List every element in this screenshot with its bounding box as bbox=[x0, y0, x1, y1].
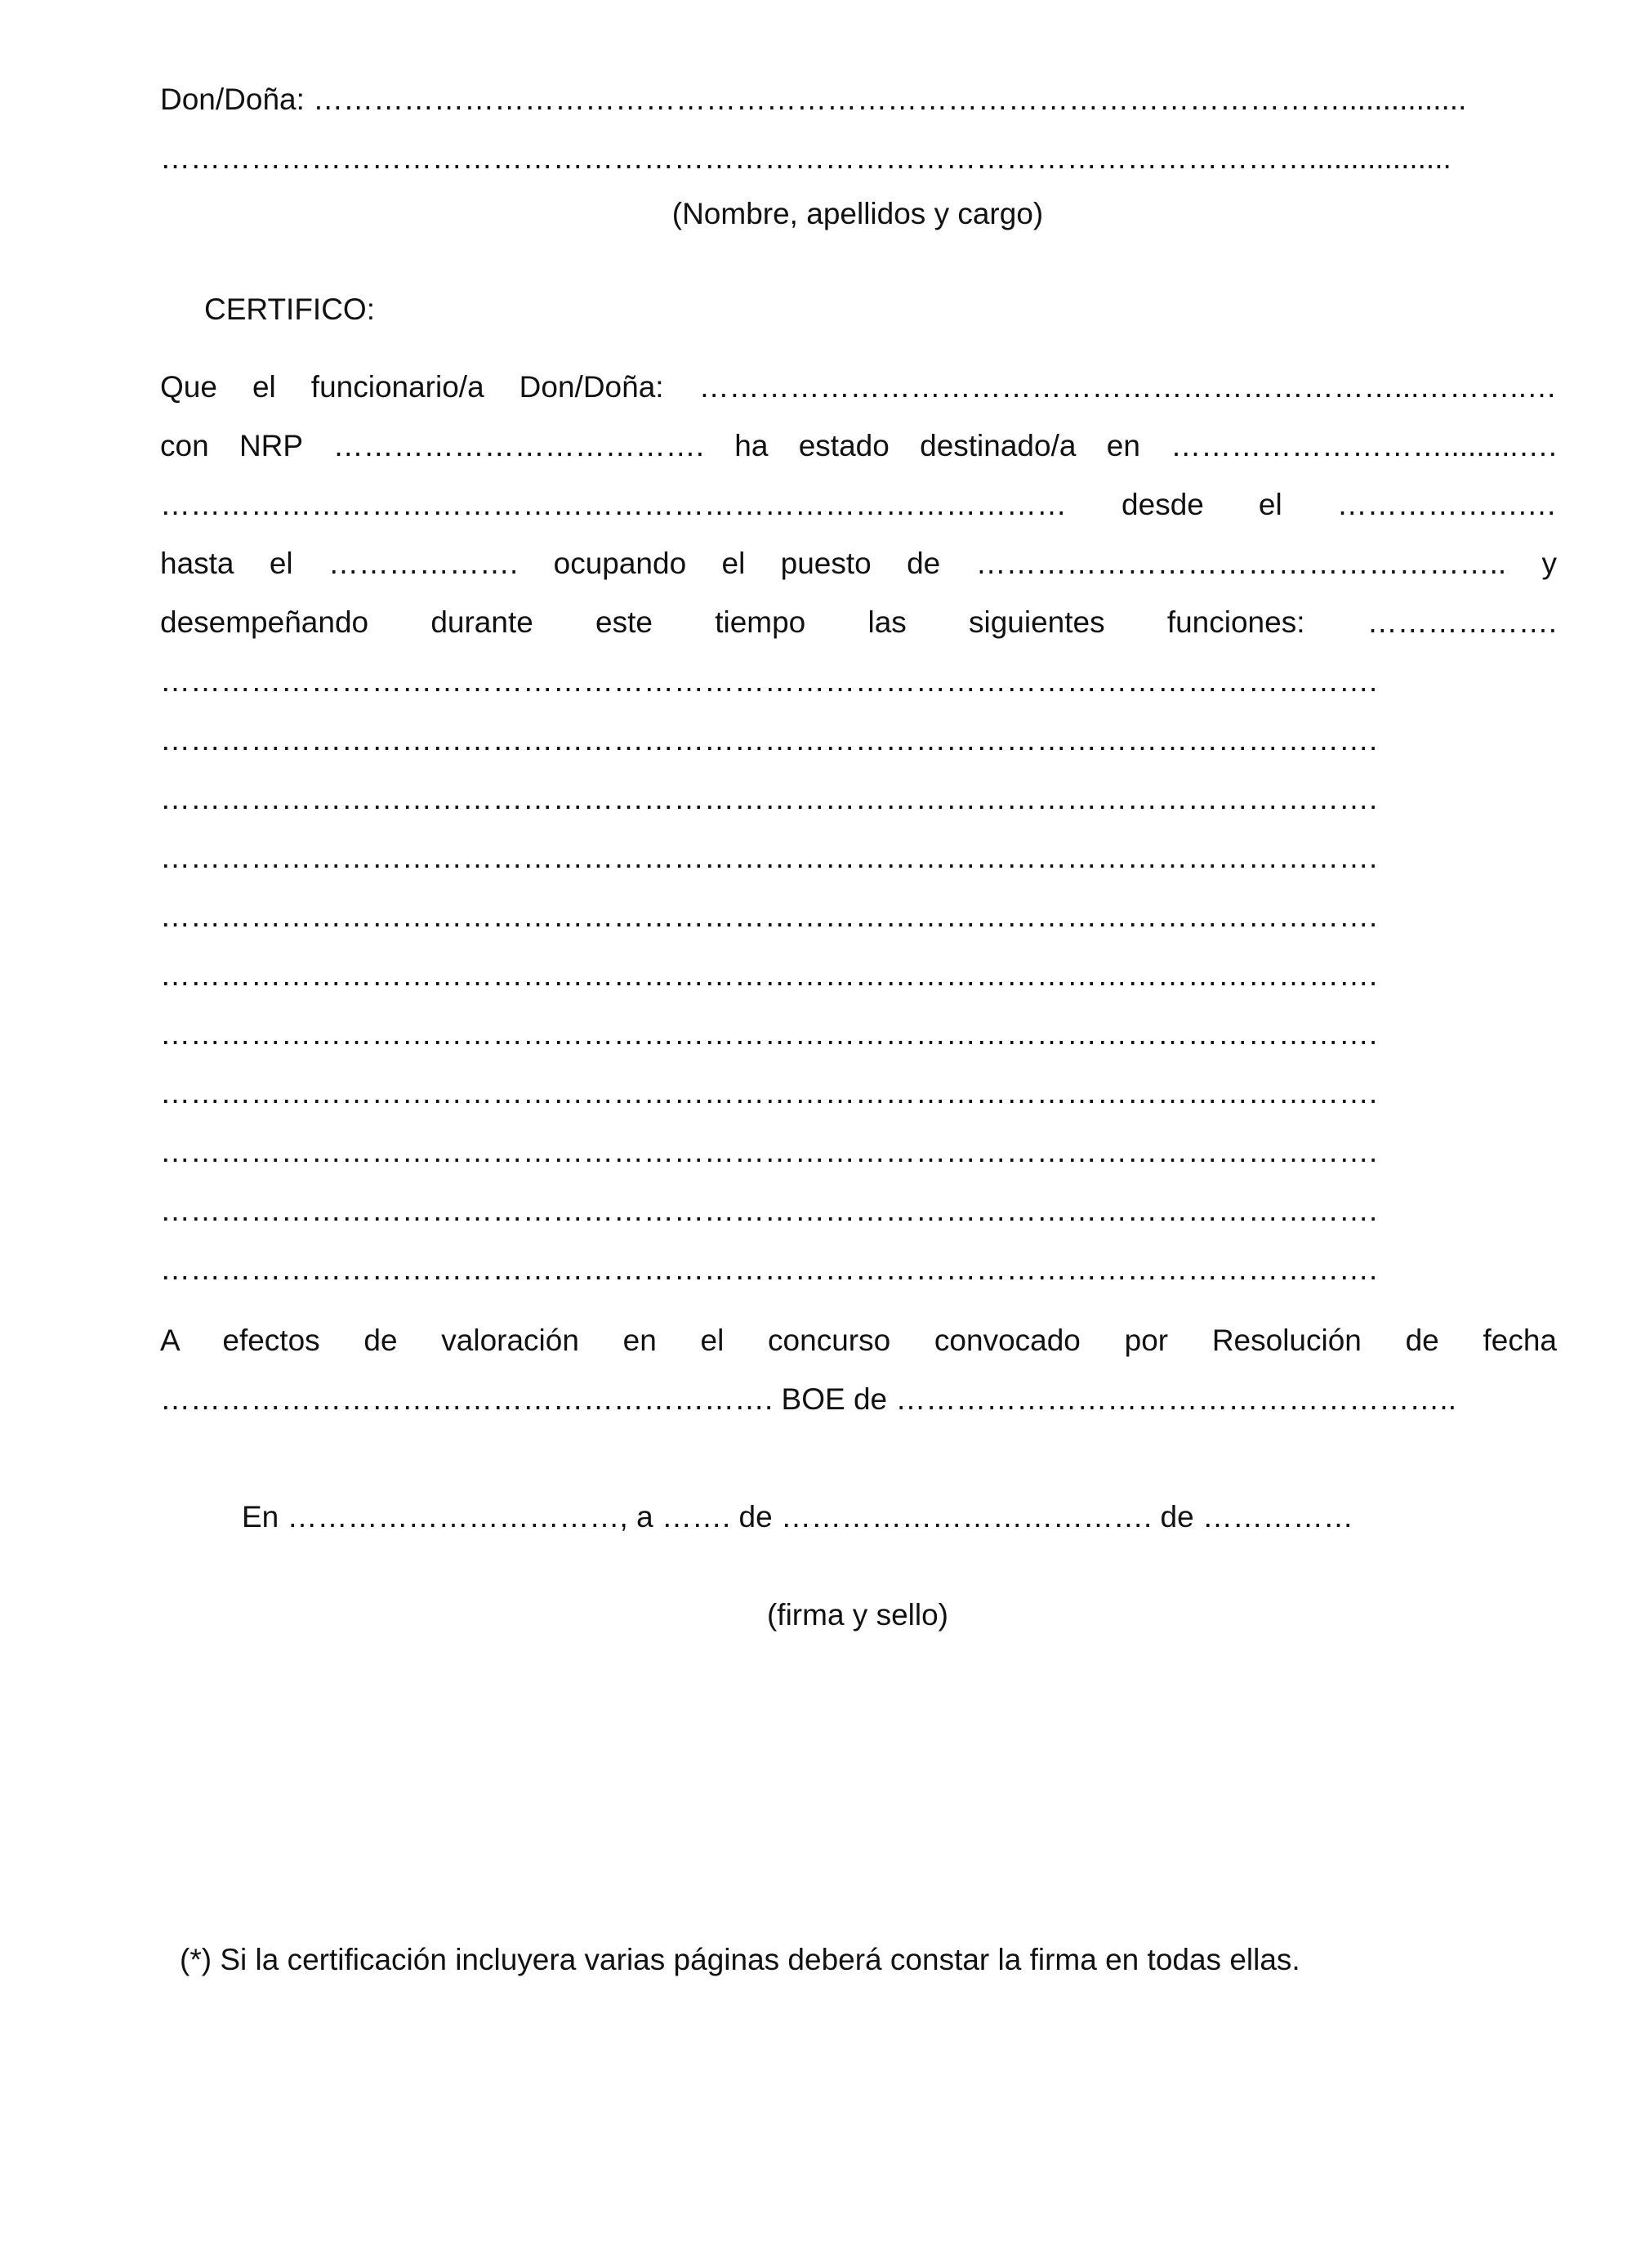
dot-line: …………………………………………………………………………………………………………. bbox=[160, 723, 1378, 757]
dot-line: …………………………………………………………………………………………………………. bbox=[160, 1194, 1378, 1227]
body-line-5: desempeñando durante este tiempo las siguientes funciones: ………………. bbox=[160, 605, 1557, 639]
body-line-3: ……………………………………………………………………………… desde el ……………….… bbox=[160, 488, 1557, 521]
dot-line: …………………………………………………………………………………………………………. bbox=[160, 1017, 1378, 1051]
certifico-heading: CERTIFICO: bbox=[204, 292, 375, 326]
footnote: (*) Si la certificación incluyera varias páginas deberá constar la firma en todas ellas. bbox=[180, 1943, 1300, 1976]
body-line-4: hasta el ………………. ocupando el puesto de …………………………………………….. y bbox=[160, 547, 1557, 580]
dot-line: …………………………………………………………………………………………………………. bbox=[160, 1252, 1378, 1286]
dot-line: …………………………………………………………………………………………………………. bbox=[160, 664, 1378, 698]
date-line: En ……………………………, a ……. de ………………………………. de …………… bbox=[242, 1500, 1353, 1534]
header-line-1: Don/Doña: …………………………………………………………………………………………............... bbox=[160, 83, 1467, 116]
efectos-line-1: A efectos de valoración en el concurso convocado por Resolución de fecha bbox=[160, 1324, 1557, 1357]
header-line-2: ……………………………………………………………………………………………………................. bbox=[160, 141, 1451, 175]
dot-line: …………………………………………………………………………………………………………. bbox=[160, 958, 1378, 992]
header-caption: (Nombre, apellidos y cargo) bbox=[671, 197, 1044, 230]
dot-line: …………………………………………………………………………………………………………. bbox=[160, 1076, 1378, 1109]
dot-line: …………………………………………………………………………………………………………. bbox=[160, 782, 1378, 815]
dot-line: …………………………………………………………………………………………………………. bbox=[160, 1135, 1378, 1168]
body-line-2: con NRP ………………………………. ha estado destinado/a en ……………………….........…. bbox=[160, 429, 1557, 462]
dot-line: …………………………………………………………………………………………………………. bbox=[160, 900, 1378, 933]
efectos-line-2: ……………………………………………………. BOE de ……………………………………………….. bbox=[160, 1382, 1456, 1416]
body-line-1: Que el funcionario/a Don/Doña: ……………………………………………………………...………..… bbox=[160, 370, 1557, 404]
dot-line: …………………………………………………………………………………………………………. bbox=[160, 841, 1378, 874]
signature-caption: (firma y sello) bbox=[766, 1598, 949, 1632]
